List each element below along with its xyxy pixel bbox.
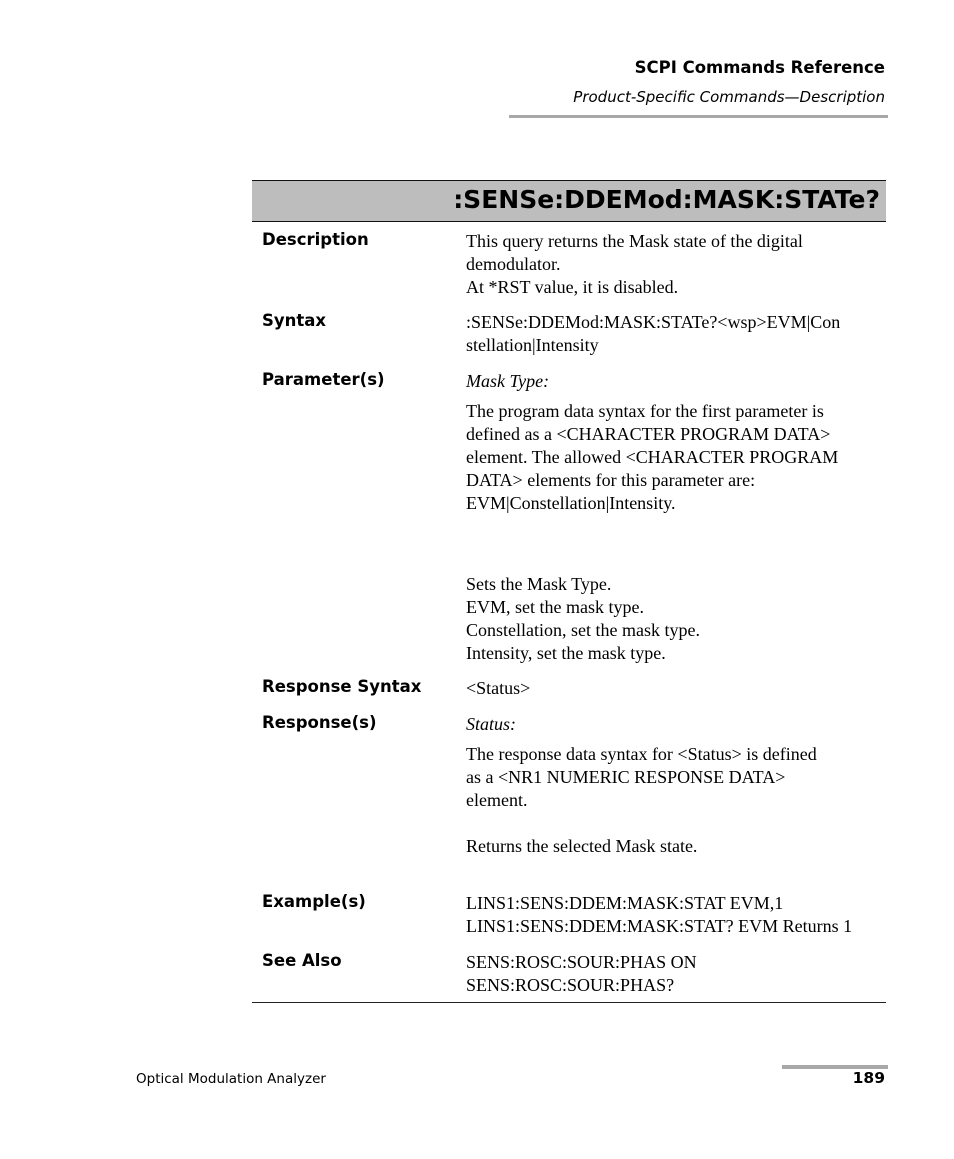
see-also-label: See Also xyxy=(262,951,342,970)
parameter-line: defined as a <CHARACTER PROGRAM DATA> xyxy=(466,424,831,444)
parameter-line: element. The allowed <CHARACTER PROGRAM xyxy=(466,447,839,467)
response-return-line: Returns the selected Mask state. xyxy=(466,836,698,856)
description-content xyxy=(466,230,884,299)
syntax-line: stellation|Intensity xyxy=(466,335,599,355)
response-line: as a <NR1 NUMERIC RESPONSE DATA> xyxy=(466,767,786,787)
parameter-value-line: Intensity, set the mask type. xyxy=(466,643,666,663)
examples-content xyxy=(466,892,884,938)
response-syntax-label: Response Syntax xyxy=(262,677,422,696)
response-line: element. xyxy=(466,790,528,810)
responses-label: Response(s) xyxy=(262,713,377,732)
response-syntax-value: <Status> xyxy=(466,678,531,698)
description-label: Description xyxy=(262,230,369,249)
header-divider xyxy=(509,115,888,118)
page-header-subtitle: Product-Specific Commands—Description xyxy=(573,88,885,106)
page-header-title: SCPI Commands Reference xyxy=(634,58,885,77)
example-line: LINS1:SENS:DDEM:MASK:STAT EVM,1 xyxy=(466,893,784,913)
see-also-line: SENS:ROSC:SOUR:PHAS? xyxy=(466,975,675,995)
response-syntax-content xyxy=(466,677,884,700)
response-name: Status: xyxy=(466,714,517,734)
examples-label: Example(s) xyxy=(262,892,366,911)
response-line: The response data syntax for <Status> is defined xyxy=(466,744,817,764)
description-line: At *RST value, it is disabled. xyxy=(466,277,679,297)
see-also-line: SENS:ROSC:SOUR:PHAS ON xyxy=(466,952,697,972)
parameters-label: Parameter(s) xyxy=(262,370,385,389)
syntax-content xyxy=(466,311,884,357)
footer-product-name: Optical Modulation Analyzer xyxy=(136,1071,326,1087)
command-title-band xyxy=(252,180,886,222)
syntax-label: Syntax xyxy=(262,311,327,330)
description-line: demodulator. xyxy=(466,254,561,274)
syntax-line: :SENSe:DDEMod:MASK:STATe?<wsp>EVM|Con xyxy=(466,312,841,332)
parameter-line: EVM|Constellation|Intensity. xyxy=(466,493,676,513)
command-title: :SENSe:DDEMod:MASK:STATe? xyxy=(453,185,880,214)
description-line: This query returns the Mask state of the digital xyxy=(466,231,803,251)
parameter-value-line: Constellation, set the mask type. xyxy=(466,620,700,640)
parameter-line: DATA> elements for this parameter are: xyxy=(466,470,756,490)
responses-content xyxy=(466,713,884,858)
table-end-divider xyxy=(252,1002,886,1003)
example-line: LINS1:SENS:DDEM:MASK:STAT? EVM Returns 1 xyxy=(466,916,853,936)
parameter-name: Mask Type: xyxy=(466,371,550,391)
parameters-content xyxy=(466,370,884,665)
parameter-value-line: EVM, set the mask type. xyxy=(466,597,644,617)
parameter-line: The program data syntax for the first parameter is xyxy=(466,401,824,421)
page-number: 189 xyxy=(852,1069,885,1087)
see-also-content xyxy=(466,951,884,997)
parameter-value-line: Sets the Mask Type. xyxy=(466,574,612,594)
